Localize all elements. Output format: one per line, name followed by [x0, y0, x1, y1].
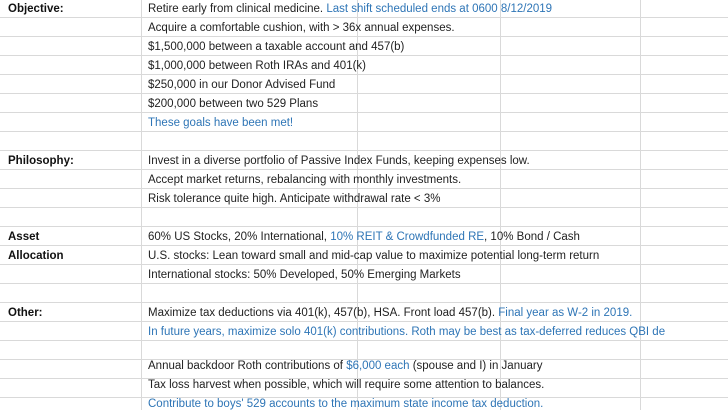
- other-line3-end: (spouse and I) in January: [412, 360, 543, 372]
- cell-asset-line1[interactable]: [148, 228, 580, 247]
- cell-philosophy-line1[interactable]: Invest in a diverse portfolio of Passive Index Funds, keeping expenses low.: [148, 155, 530, 167]
- sheet-row-other-5[interactable]: [0, 395, 728, 410]
- sheet-row-other-2[interactable]: [0, 323, 728, 342]
- cell-other-line4[interactable]: Tax loss harvest when possible, which will require some attention to balances.: [148, 379, 545, 391]
- sheet-row-objective-3[interactable]: [0, 38, 728, 57]
- cell-other-line2[interactable]: In future years, maximize solo 401(k) contributions. Roth may be best as tax-deferred reduces QBI de: [148, 326, 666, 338]
- cell-objective-line7[interactable]: These goals have been met!: [148, 117, 294, 129]
- sheet-row-objective-6[interactable]: [0, 95, 728, 114]
- sheet-row-philosophy-1[interactable]: [0, 152, 728, 171]
- cell-philosophy-line3[interactable]: Risk tolerance quite high. Anticipate withdrawal rate < 3%: [148, 193, 441, 205]
- cell-other-line5[interactable]: Contribute to boys' 529 accounts to the maximum state income tax deduction.: [148, 398, 544, 410]
- cell-philosophy-line2[interactable]: Accept market returns, rebalancing with monthly investments.: [148, 174, 462, 186]
- sheet-row-objective-4[interactable]: [0, 57, 728, 76]
- cell-other-line1[interactable]: [148, 304, 632, 323]
- sheet-row-asset-1[interactable]: [0, 228, 728, 247]
- sheet-row-other-4[interactable]: [0, 376, 728, 395]
- cell-other-line3[interactable]: [148, 357, 542, 376]
- sheet-row-asset-3[interactable]: [0, 266, 728, 285]
- sheet-row-objective-1[interactable]: [0, 0, 728, 19]
- other-label: Other:: [8, 307, 43, 319]
- sheet-row-objective-2[interactable]: [0, 19, 728, 38]
- other-line1-highlight: Final year as W-2 in 2019.: [498, 307, 633, 319]
- sheet-row-other-3[interactable]: [0, 357, 728, 376]
- sheet-row-objective-7[interactable]: [0, 114, 728, 133]
- other-line3-start: Annual backdoor Roth contributions of: [148, 360, 343, 372]
- cell-asset-line3[interactable]: International stocks: 50% Developed, 50% Emerging Markets: [148, 269, 461, 281]
- cell-objective-line1[interactable]: [148, 0, 552, 19]
- asset-line1-start: 60% US Stocks, 20% International,: [148, 231, 327, 243]
- objective-line1-highlight: Last shift scheduled ends at 0600 8/12/2019: [326, 3, 553, 15]
- sheet-row-asset-2[interactable]: [0, 247, 728, 266]
- sheet-row-philosophy-3[interactable]: [0, 190, 728, 209]
- cell-objective-line6[interactable]: $200,000 between two 529 Plans: [148, 98, 319, 110]
- sheet-row-philosophy-2[interactable]: [0, 171, 728, 190]
- cell-objective-line5[interactable]: $250,000 in our Donor Advised Fund: [148, 79, 336, 91]
- philosophy-label: Philosophy:: [8, 155, 74, 167]
- cell-asset-line2[interactable]: U.S. stocks: Lean toward small and mid-cap value to maximize potential long-term return: [148, 250, 600, 262]
- sheet-row-other-1[interactable]: [0, 304, 728, 323]
- cell-objective-line4[interactable]: $1,000,000 between Roth IRAs and 401(k): [148, 60, 367, 72]
- objective-label: Objective:: [8, 3, 64, 15]
- cell-objective-line2[interactable]: Acquire a comfortable cushion, with > 36x annual expenses.: [148, 22, 455, 34]
- asset-line1-end: , 10% Bond / Cash: [484, 231, 580, 243]
- other-line1-start: Maximize tax deductions via 401(k), 457(b), HSA. Front load 457(b).: [148, 307, 496, 319]
- allocation-label: Allocation: [8, 250, 64, 262]
- cell-objective-line3[interactable]: $1,500,000 between a taxable account and 457(b): [148, 41, 405, 53]
- objective-line1-text: Retire early from clinical medicine.: [148, 3, 324, 15]
- asset-label: Asset: [8, 231, 40, 243]
- sheet-row-objective-5[interactable]: [0, 76, 728, 95]
- other-line3-highlight: $6,000 each: [346, 360, 410, 372]
- asset-line1-highlight: 10% REIT & Crowdfunded RE: [330, 231, 485, 243]
